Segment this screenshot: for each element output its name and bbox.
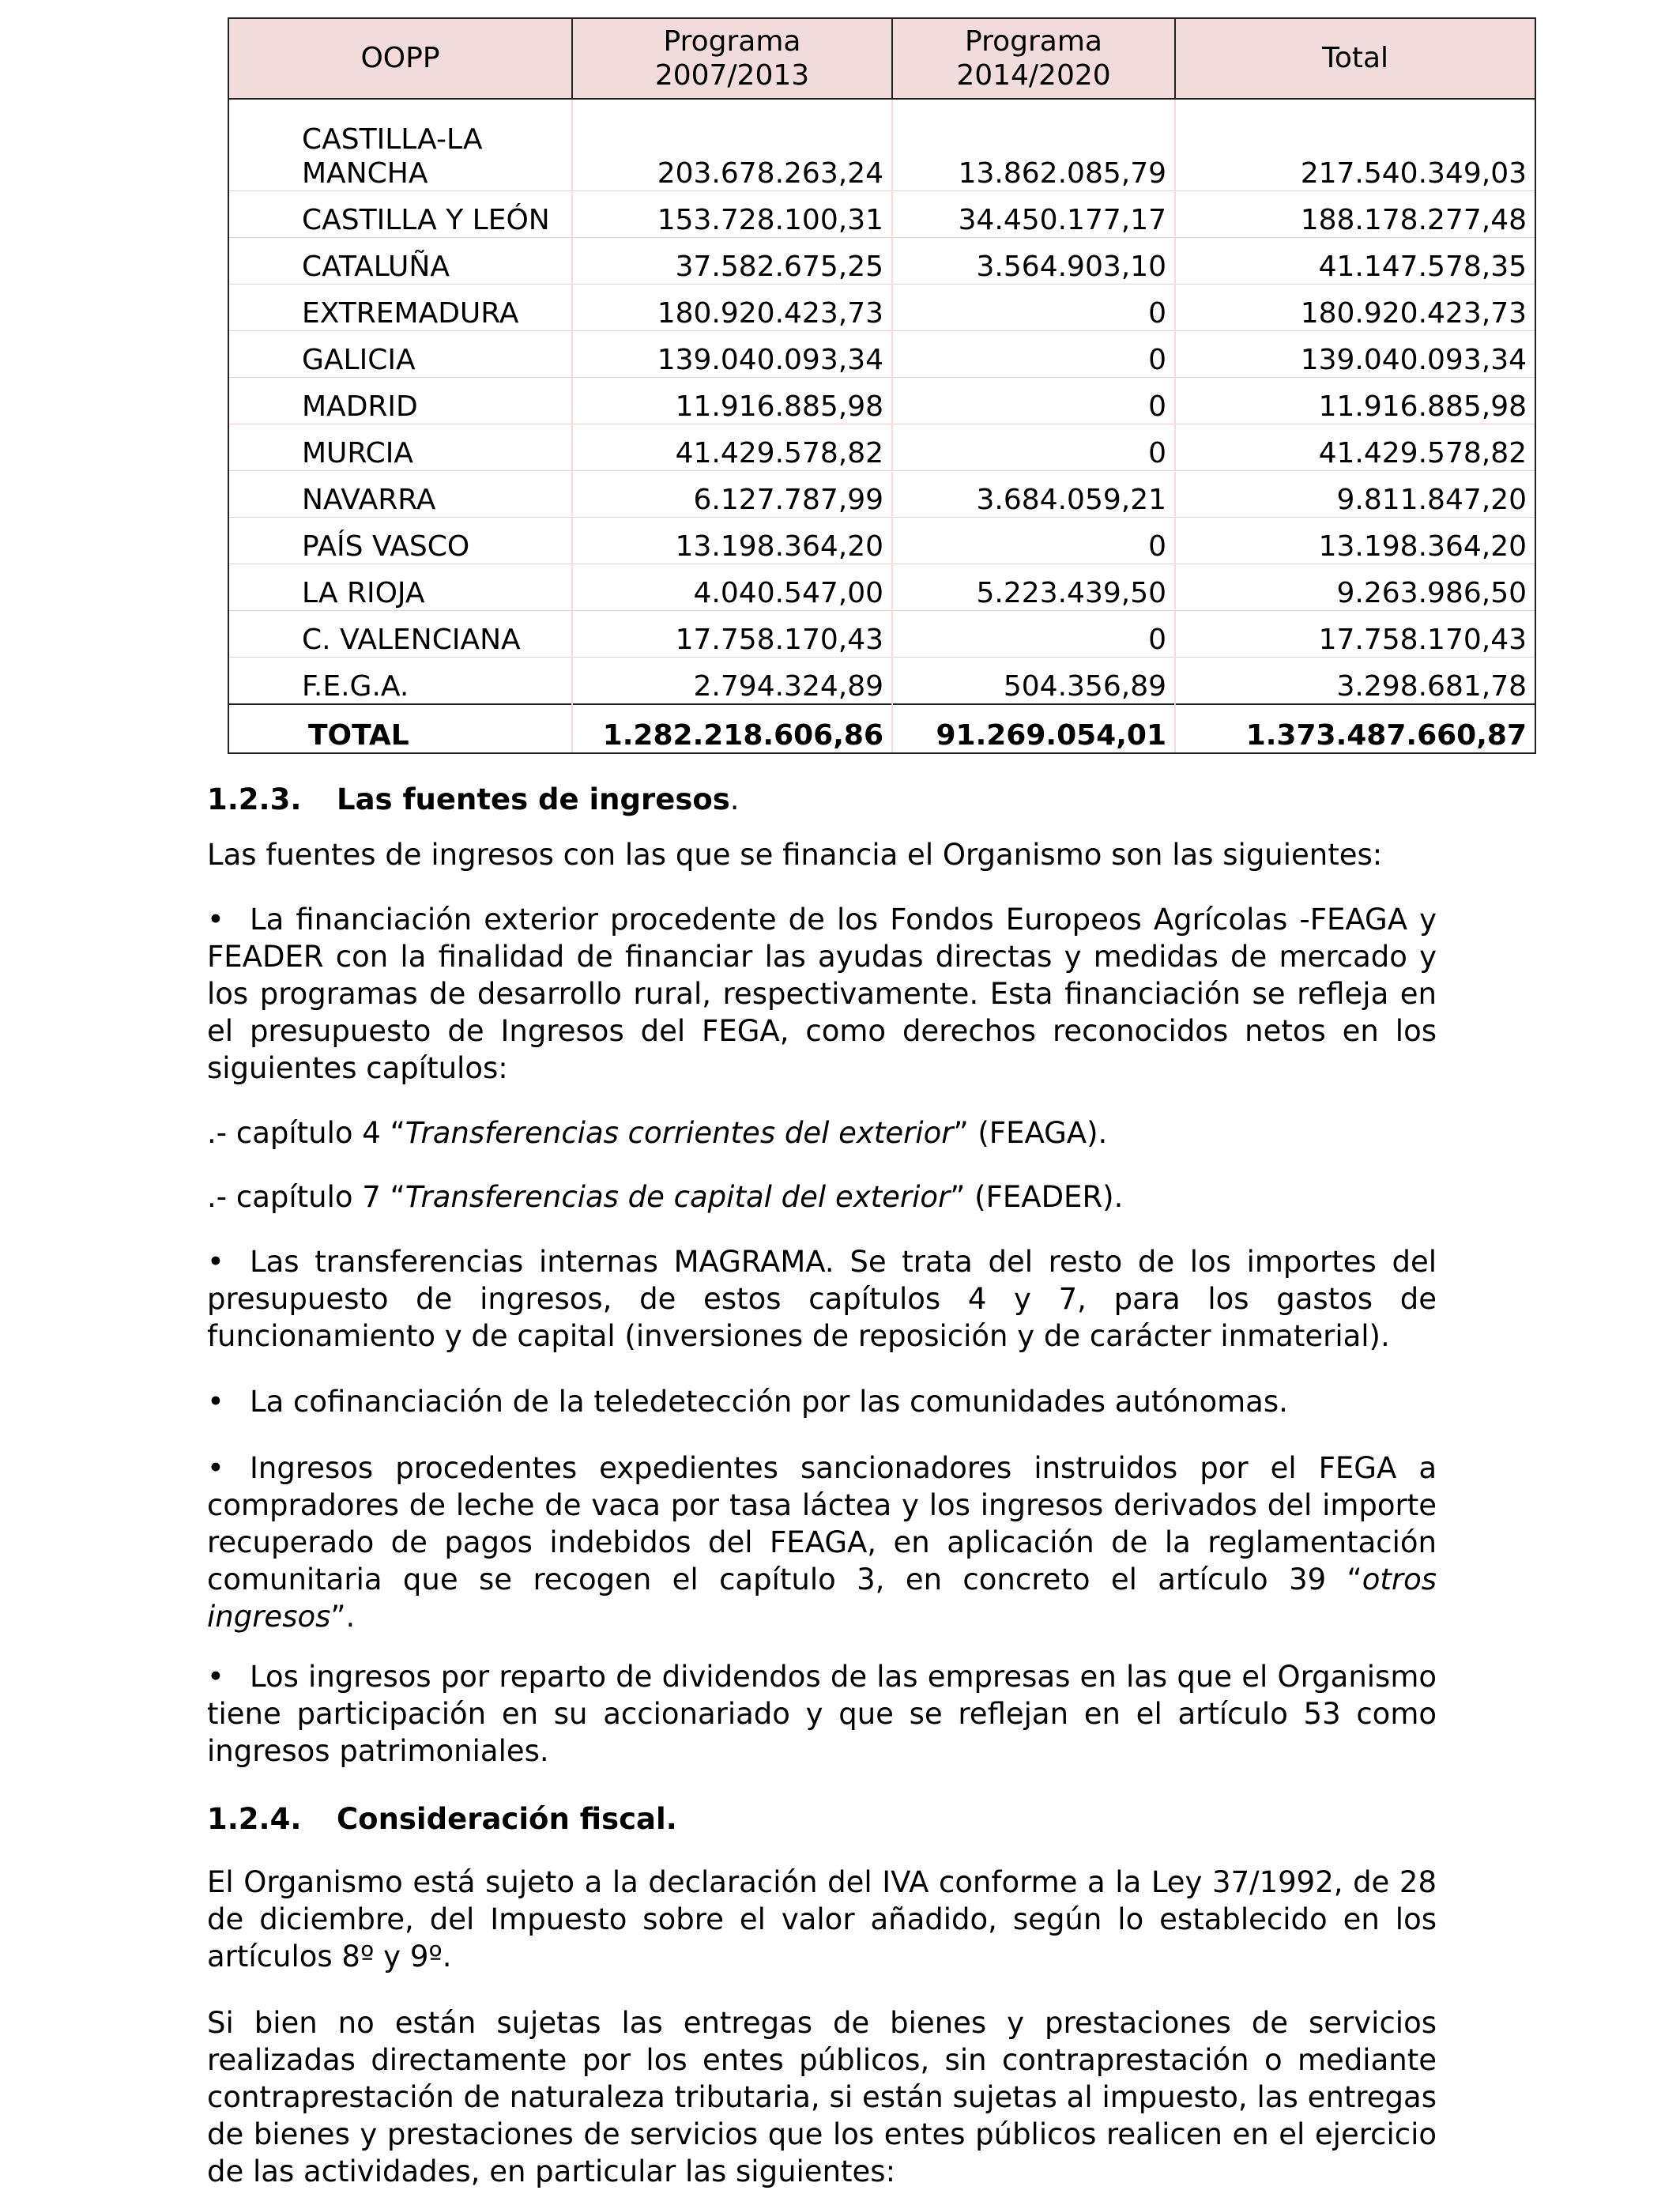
row-name: C. VALENCIANA [228, 611, 572, 658]
row-value-total: 17.758.170,43 [1175, 611, 1535, 658]
row-value-2007-2013: 11.916.885,98 [572, 378, 892, 424]
table-row [228, 99, 1535, 191]
row-value-2007-2013: 17.758.170,43 [572, 611, 892, 658]
row-value-2014-2020: 34.450.177,17 [892, 191, 1175, 238]
row-value-2014-2020: 0 [892, 331, 1175, 378]
bullet-text: Los ingresos por reparto de dividendos de las empresas en las que el Organismo tiene participación en su accionariado y que se reflejan en el artículo 53 como ingresos patrimoniales. [207, 1660, 1437, 1768]
paragraph: El Organismo está sujeto a la declaración del IVA conforme a la Ley 37/1992, de 28 de diciembre, del Impuesto sobre el valor añadido, según lo establecido en los artículos 8º y 9º. [207, 1865, 1437, 1973]
row-value-total: 217.540.349,03 [1175, 99, 1535, 191]
row-value-total: 139.040.093,34 [1175, 331, 1535, 378]
row-name: NAVARRA [228, 471, 572, 518]
row-name: MADRID [228, 378, 572, 424]
table-row [228, 238, 1535, 285]
section-heading-1-2-4 [207, 1800, 677, 1838]
table-row [228, 285, 1535, 331]
section-title: Las fuentes de ingresos [337, 782, 730, 816]
bullet-item [207, 1383, 1437, 1420]
chapter-7-title: Transferencias de capital del exterior [405, 1180, 951, 1214]
row-value-total: 9.811.847,20 [1175, 471, 1535, 518]
bullet-text: Las transferencias internas MAGRAMA. Se trata del resto de los importes del presupuesto de ingresos, de estos capítulos 4 y 7, para los gastos de funcionamiento y de capital (inversiones de reposición y de carácter inmaterial). [207, 1245, 1437, 1353]
table-row [228, 331, 1535, 378]
header-programa-2014-2020: Programa 2014/2020 [892, 18, 1175, 99]
row-value-total: 188.178.277,48 [1175, 191, 1535, 238]
chapter-4-title: Transferencias corrientes del exterior [405, 1116, 954, 1150]
row-value-2014-2020: 0 [892, 611, 1175, 658]
header-total: Total [1175, 18, 1535, 99]
row-name: CASTILLA-LA MANCHA [228, 99, 572, 191]
section-number: 1.2.4. [207, 1802, 302, 1836]
row-value-total: 180.920.423,73 [1175, 285, 1535, 331]
row-value-2014-2020: 0 [892, 378, 1175, 424]
bullet-text: La cofinanciación de la teledetección por las comunidades autónomas. [250, 1385, 1288, 1419]
section-title: Consideración fiscal. [337, 1802, 677, 1836]
row-value-total: 3.298.681,78 [1175, 658, 1535, 705]
total-label: TOTAL [228, 704, 572, 753]
row-value-2014-2020: 13.862.085,79 [892, 99, 1175, 191]
row-value-total: 9.263.986,50 [1175, 564, 1535, 611]
row-name: CATALUÑA [228, 238, 572, 285]
row-value-2007-2013: 13.198.364,20 [572, 518, 892, 564]
table-row [228, 191, 1535, 238]
table-header-row [228, 18, 1535, 99]
total-value-2007-2013: 1.282.218.606,86 [572, 704, 892, 753]
row-name: GALICIA [228, 331, 572, 378]
table-row [228, 564, 1535, 611]
intro-paragraph: Las fuentes de ingresos con las que se financia el Organismo son las siguientes: [207, 838, 1383, 872]
table-row [228, 378, 1535, 424]
row-value-2014-2020: 5.223.439,50 [892, 564, 1175, 611]
row-value-2014-2020: 3.564.903,10 [892, 238, 1175, 285]
row-value-2014-2020: 0 [892, 518, 1175, 564]
section-heading-1-2-3 [207, 781, 740, 818]
bullet-icon: • [207, 903, 224, 937]
row-value-total: 11.916.885,98 [1175, 378, 1535, 424]
row-name: MURCIA [228, 424, 572, 471]
bullet-italic-text: otros ingresos [207, 1563, 1437, 1634]
total-value-total: 1.373.487.660,87 [1175, 704, 1535, 753]
bullet-text: La financiación exterior procedente de los Fondos Europeos Agrícolas -FEAGA y FEADER con la finalidad de financiar las ayudas directas y medidas de mercado y los programas de desarrollo rural, respectivamente. Esta financiación se refleja en el presupuesto de Ingresos del FEGA, como derechos reconocidos netos en los siguientes capítulos: [207, 903, 1437, 1085]
row-value-2007-2013: 6.127.787,99 [572, 471, 892, 518]
row-value-2007-2013: 180.920.423,73 [572, 285, 892, 331]
row-value-total: 41.429.578,82 [1175, 424, 1535, 471]
bullet-icon: • [207, 1385, 224, 1419]
section-number: 1.2.3. [207, 782, 302, 816]
row-value-2007-2013: 2.794.324,89 [572, 658, 892, 705]
table-row [228, 471, 1535, 518]
bullet-item [207, 1658, 1437, 1770]
total-value-2014-2020: 91.269.054,01 [892, 704, 1175, 753]
table-row [228, 518, 1535, 564]
row-value-2007-2013: 203.678.263,24 [572, 99, 892, 191]
section-title-period: . [729, 782, 740, 816]
row-value-2014-2020: 504.356,89 [892, 658, 1175, 705]
row-value-2007-2013: 41.429.578,82 [572, 424, 892, 471]
header-oopp: OOPP [228, 18, 572, 99]
table-total-row [228, 704, 1535, 753]
bullet-text: Ingresos procedentes expedientes sancionadores instruidos por el FEGA a compradores de leche de vaca por tasa láctea y los ingresos derivados del importe recuperado de pagos indebidos del FEAGA, en aplicación de la reglamentación comunitaria que se recogen el capítulo 3, en concreto el artículo 39 “ [207, 1451, 1437, 1596]
row-value-2014-2020: 0 [892, 424, 1175, 471]
row-value-total: 13.198.364,20 [1175, 518, 1535, 564]
row-value-2014-2020: 0 [892, 285, 1175, 331]
row-value-total: 41.147.578,35 [1175, 238, 1535, 285]
row-name: LA RIOJA [228, 564, 572, 611]
table-row [228, 424, 1535, 471]
row-name: EXTREMADURA [228, 285, 572, 331]
bullet-icon: • [207, 1451, 224, 1485]
bullet-icon: • [207, 1660, 224, 1694]
chapter-7-line: .- capítulo 7 “Transferencias de capital del exterior” (FEADER). [207, 1180, 1124, 1214]
row-name: PAÍS VASCO [228, 518, 572, 564]
row-value-2007-2013: 139.040.093,34 [572, 331, 892, 378]
row-value-2007-2013: 4.040.547,00 [572, 564, 892, 611]
row-value-2007-2013: 37.582.675,25 [572, 238, 892, 285]
paragraph: Si bien no están sujetas las entregas de bienes y prestaciones de servicios realizadas directamente por los entes públicos, sin contraprestación o mediante contraprestación de naturaleza tributaria, si están sujetas al impuesto, las entregas de bienes y prestaciones de servicios que los entes públicos realicen en el ejercicio de las actividades, en particular las siguientes: [207, 2006, 1437, 2188]
table-row [228, 658, 1535, 705]
row-name: CASTILLA Y LEÓN [228, 191, 572, 238]
row-value-2014-2020: 3.684.059,21 [892, 471, 1175, 518]
oopp-funding-table [228, 17, 1536, 754]
table-row [228, 611, 1535, 658]
bullet-item [207, 901, 1437, 1087]
header-programa-2007-2013: Programa 2007/2013 [572, 18, 892, 99]
bullet-icon: • [207, 1245, 224, 1279]
row-value-2007-2013: 153.728.100,31 [572, 191, 892, 238]
bullet-item: • Ingresos procedentes expedientes sancionadores instruidos por el FEGA a compradores de leche de vaca por tasa láctea y los ingresos derivados del importe recuperado de pagos indebidos del FEAGA, en aplicación de la reglamentación comunitaria que se recogen el capítulo 3, en concreto el artículo 39 “otros ingresos”. [207, 1451, 1437, 1634]
chapter-4-line: .- capítulo 4 “Transferencias corrientes del exterior” (FEAGA). [207, 1116, 1108, 1150]
bullet-item [207, 1243, 1437, 1355]
row-name: F.E.G.A. [228, 658, 572, 705]
